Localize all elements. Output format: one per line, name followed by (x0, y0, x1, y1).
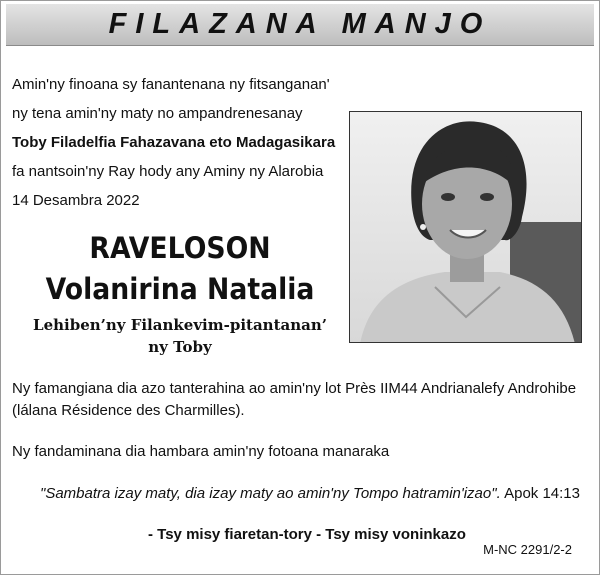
intro-line-3: Toby Filadelfia Fahazavana eto Madagasikara (12, 134, 336, 151)
reference-code: M-NC 2291/2-2 (483, 542, 572, 557)
footer-note: - Tsy misy fiaretan-tory - Tsy misy voninkazo (148, 526, 466, 543)
intro-line-4: fa nantsoin'ny Ray hody any Aminy ny Alarobia (12, 163, 324, 180)
funeral-paragraph: Ny fandaminana dia hambara amin'ny fotoana manaraka (12, 443, 390, 460)
scripture-quote (40, 485, 580, 502)
deceased-surname: RAVELOSON (89, 231, 271, 265)
intro-line-2: ny tena amin'ny maty no ampandrenesanay (12, 105, 303, 122)
quote-text: "Sambatra izay maty, dia izay maty ao amin'ny Tompo hatramin'izao". (40, 485, 501, 502)
intro-line-5: 14 Desambra 2022 (12, 192, 140, 209)
deceased-role-line-2: ny Toby (148, 338, 212, 356)
intro-line-1: Amin'ny finoana sy fanantenana ny fitsanganan' (12, 76, 330, 93)
portrait-illustration (350, 112, 582, 343)
burial-paragraph: Ny famangiana dia azo tanterahina ao amin'ny lot Près IIM44 Andrianalefy Androhibe (lálana Résidence des Charmilles). (12, 380, 577, 419)
portrait-photo (349, 111, 582, 343)
header-title: FILAZANA MANJO (108, 8, 492, 40)
deceased-role-line-1: Lehiben’ny Filankevim-pitantanan’ (33, 316, 327, 334)
notice-header (6, 4, 594, 46)
quote-reference: Apok 14:13 (504, 485, 580, 502)
deceased-given-names: Volanirina Natalia (45, 272, 315, 306)
